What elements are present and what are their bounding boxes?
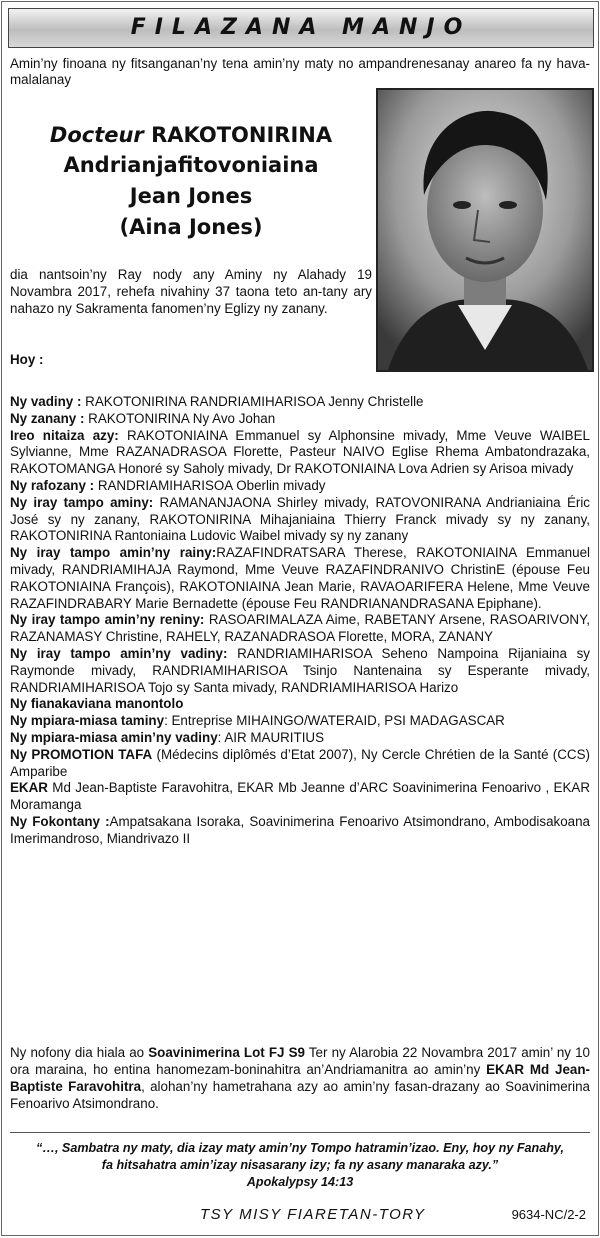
intro-text: Amin’ny finoana ny fitsanganan’ny tena amin’ny maty no ampandrenesanay anareo fa ny hava- malalanay — [10, 56, 590, 87]
funeral-details — [10, 1044, 590, 1112]
family-text: : Entreprise MIHAINGO/WATERAID, PSI MADAGASCAR — [164, 713, 505, 729]
family-entry — [10, 780, 590, 814]
family-label: Ny mpiara-miasa taminy — [10, 713, 165, 729]
deceased-given-name: Andrianjafitovoniaina — [63, 153, 319, 177]
family-label: Ny iray tampo amin’ny vadiny: — [10, 645, 228, 661]
family-text: RANDRIAMIHARISOA Oberlin mivady — [94, 477, 326, 493]
funeral-church: EKAR Md Jean-Baptiste Faravohitra — [10, 1062, 590, 1094]
notice-title: FILAZANA MANJO — [130, 15, 472, 40]
family-label: Ny iray tampo aminy: — [10, 494, 154, 510]
family-label: Ny Fokontany : — [10, 813, 110, 829]
family-label: Ireo nitaiza azy: — [10, 427, 119, 443]
family-label: Ny rafozany : — [10, 477, 95, 493]
deceased-english-name: Jean Jones — [129, 184, 253, 208]
deceased-name — [10, 120, 372, 243]
quote-line: “…, Sambatra ny maty, dia izay maty amin’ny Tompo hatramin’izao. Eny, hoy ny Fanahy, — [36, 1141, 564, 1155]
family-text: RAKOTONIRINA Ny Avo Johan — [84, 410, 276, 426]
family-label: Ny fianakaviana manontolo — [10, 696, 184, 712]
quote-source: Apokalypsy 14:13 — [246, 1175, 354, 1189]
bible-quote — [10, 1140, 590, 1191]
deceased-surname: RAKOTONIRINA — [151, 123, 333, 147]
family-text: RAZAFINDRATSARA Therese, RAKOTONIAINA Emmanuel mivady, RANDRIAMIHAJA Raymond, Mme Veuve RAZAFINDRANIVO ChristinE (épouse Feu RAKOTONIAINA François), RAKOTONIAINA Jean Marie, RAVAOARIFERA Helene, Mme Veuve RAZAFINDRABARY Marie Bernadette (épouse Feu RANDRIANANDRASANA Epiphane). — [10, 545, 590, 611]
family-text: Ampatsakana Isoraka, Soavinimerina Fenoarivo Atsimondrano, Ambodisakoana Imerimandroso, Miandrivazo II — [10, 813, 590, 846]
portrait-photo — [376, 88, 594, 372]
family-entry — [10, 646, 590, 696]
deceased-title: Docteur — [49, 123, 144, 147]
footer — [10, 1206, 590, 1228]
family-text: RAMANANJAONA Shirley mivady, RATOVONIRANA Andrianiaina Éric José sy ny zanany, RAKOTONIRINA Mihajaniaina Thierry Franck mivady sy ny zanany, RAKOTONIRINA Rantoniaina Ludovic Waibel mivady sy ny zanany — [10, 494, 591, 544]
family-entry — [10, 814, 590, 848]
family-entry — [10, 612, 590, 646]
family-entry — [10, 495, 590, 545]
family-entry — [10, 730, 590, 747]
header-banner — [8, 8, 594, 48]
funeral-text: Ny nofony dia hiala ao — [10, 1045, 149, 1060]
divider — [10, 1132, 590, 1133]
family-label: Ny iray tampo amin’ny reniny: — [10, 612, 205, 628]
family-entry — [10, 428, 590, 478]
family-label: Ny PROMOTION TAFA — [10, 746, 153, 762]
family-text: (Médecins diplômés d’Etat 2007), Ny Cercle Chrétien de la Santé (CCS) Amparibe — [10, 746, 590, 779]
family-text: : AIR MAURITIUS — [217, 729, 325, 745]
family-label: Ny vadiny : — [10, 394, 82, 409]
quote-line: fa hitsahatra amin’izay nisasarany izy; fa ny asany manaraka azy.” — [101, 1158, 499, 1172]
family-label: Ny zanany : — [10, 410, 85, 426]
family-text: RAKOTONIAINA Emmanuel sy Alphonsine mivady, Mme Veuve WAIBEL Sylvianne, Mme RAZANADRASOA Florette, Pasteur NAIVO Eglise Rhema Ambatondrazaka, RAKOTOMANGA Honoré sy Saholy mivady, Dr RAKOTONIAINA Lova Adrien sy Arisoa mivady — [10, 427, 590, 477]
family-entry — [10, 394, 590, 411]
family-label: Ny iray tampo amin’ny rainy: — [10, 545, 217, 561]
family-entry — [10, 545, 590, 612]
family-entry — [10, 696, 590, 713]
hoy-label: Hoy : — [10, 352, 44, 367]
deceased-nickname: (Aina Jones) — [119, 215, 263, 239]
family-entry — [10, 411, 590, 428]
family-entry — [10, 478, 590, 495]
family-list — [10, 394, 590, 848]
funeral-text: , alohan’ny hametrahana azy ao amin’ny fasan-drazany ao Soavinimerina Fenoarivo Atsimondrano. — [10, 1079, 590, 1111]
footer-tagline: TSY MISY FIARETAN-TORY — [200, 1206, 426, 1223]
reference-number: 9634-NC/2-2 — [511, 1207, 586, 1222]
funeral-text: Ter ny Alarobia 22 Novambra 2017 amin’ ny 10 ora maraina, ho entina hanomezam-boninahitra an’Andriamanitra ao amin’ny — [10, 1045, 590, 1077]
family-label: EKAR — [10, 780, 48, 796]
family-text: RASOARIMALAZA Aime, RABETANY Arsene, RASOARIVONY, RAZANAMASY Christine, RAHELY, RAZANADRASOA Florette, MORA, ZANANY — [10, 612, 590, 645]
family-text: Md Jean-Baptiste Faravohitra, EKAR Mb Jeanne d’ARC Soavinimerina Fenoarivo , EKAR Moramanga — [10, 780, 590, 813]
funeral-location: Soavinimerina Lot FJ S9 — [148, 1045, 305, 1060]
family-entry — [10, 747, 590, 781]
family-text: RANDRIAMIHARISOA Seheno Nampoina Rijaniaina sy Raymonde mivady, RANDRIAMIHARISOA Tsinjo Nantenaina sy Esperante mivady, RANDRIAMIHARISOA Tojo sy Santa mivady, RANDRIAMIHARISOA Harizo — [10, 645, 590, 695]
family-entry — [10, 713, 590, 730]
death-notice-text: dia nantsoin’ny Ray nody any Aminy ny Alahady 19 Novambra 2017, rehefa nivahiny 37 taona teto an-tany ary nahazo ny Sakramenta fanomen’ny Eglizy ny zanany. — [10, 267, 372, 316]
obituary-notice — [1, 1, 599, 1236]
family-text: RAKOTONIRINA RANDRIAMIHARISOA Jenny Christelle — [81, 394, 424, 409]
portrait-image — [378, 90, 592, 370]
family-label: Ny mpiara-miasa amin’ny vadiny — [10, 729, 218, 745]
